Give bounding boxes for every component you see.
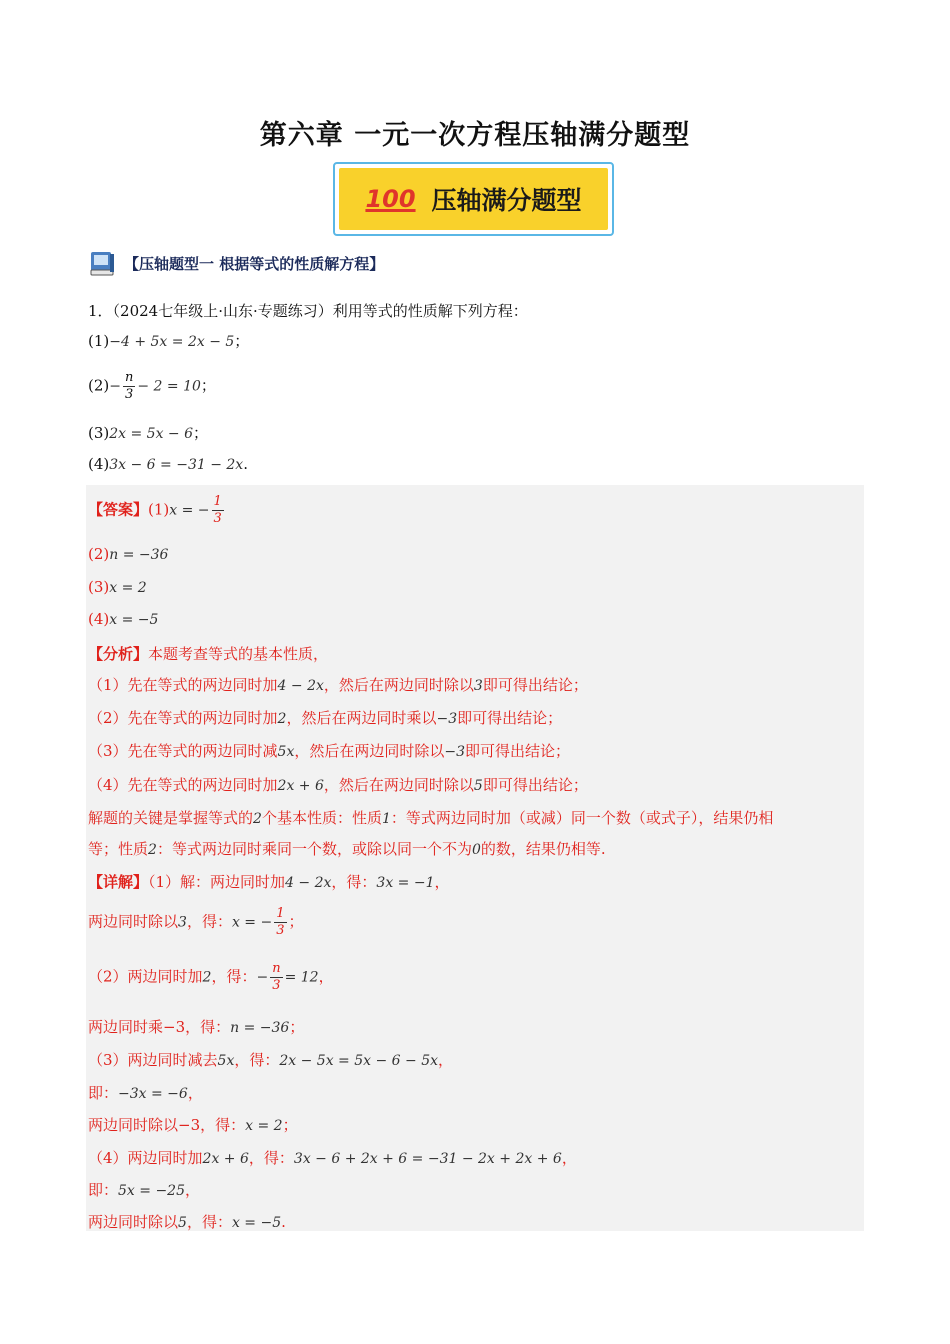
answer-line: (4)x = −5 xyxy=(88,610,159,628)
analysis-line: （1）先在等式的两边同时加4 − 2x，然后在两边同时除以3即可得出结论； xyxy=(88,676,588,694)
banner xyxy=(333,162,614,236)
detail-line: 两边同时乘−3，得：n = −36； xyxy=(88,1018,305,1036)
detail-line: （3）两边同时减去5x，得：2x − 5x = 5x − 6 − 5x， xyxy=(88,1051,454,1069)
analysis-line: （3）先在等式的两边同时减5x，然后在两边同时除以−3即可得出结论； xyxy=(88,742,571,760)
question-item: (1)−4 + 5x = 2x − 5； xyxy=(88,332,250,350)
section-heading xyxy=(88,247,384,279)
analysis-line: （4）先在等式的两边同时加2x + 6，然后在两边同时除以5即可得出结论； xyxy=(88,776,588,794)
question-item: (4)3x − 6 = −31 − 2x. xyxy=(88,455,248,473)
detail-line: 即：5x = −25， xyxy=(88,1181,201,1199)
section-label: 【压轴题型一 根据等式的性质解方程】 xyxy=(124,254,385,273)
analysis-key: 解题的关键是掌握等式的2个基本性质：性质1：等式两边同时加（或减）同一个数（或式子），结果仍相 xyxy=(88,809,774,827)
question-stem: 1．（2024七年级上·山东·专题练习）利用等式的性质解下列方程： xyxy=(88,302,528,320)
answer-line: 【答案】(1)x = − $\frac{1}{3}$ xyxy=(88,494,222,526)
detail-line: 两边同时除以3，得：x = − $\frac{1}{3}$ ； xyxy=(88,906,304,938)
detail-line: （2）两边同时加2，得：− $\frac{n}{3}$ = 12， xyxy=(88,961,334,993)
banner-text: 压轴满分题型 xyxy=(431,186,582,215)
question-item: (2)− $\frac{n}{3}$ − 2 = 10； xyxy=(88,370,216,402)
detail-line: 两边同时除以−3，得：x = 2； xyxy=(88,1116,298,1134)
analysis-key: 等；性质2：等式两边同时乘同一个数，或除以同一个不为0的数，结果仍相等. xyxy=(88,840,606,858)
book-icon xyxy=(88,248,118,278)
page-title: 第六章 一元一次方程压轴满分题型 xyxy=(259,120,691,151)
answer-line: (2)n = −36 xyxy=(88,545,169,563)
detail-line: 即：−3x = −6， xyxy=(88,1084,203,1102)
analysis-line: （2）先在等式的两边同时加2，然后在两边同时乘以−3即可得出结论； xyxy=(88,709,563,727)
hundred-icon: 100 xyxy=(365,185,416,213)
detail-line: 【详解】（1）解：两边同时加4 − 2x，得：3x = −1， xyxy=(88,873,450,891)
detail-line: （4）两边同时加2x + 6，得：3x − 6 + 2x + 6 = −31 − 2x + 2x + 6， xyxy=(88,1149,577,1167)
question-item: (3)2x = 5x − 6； xyxy=(88,424,209,442)
detail-line: 两边同时除以5，得：x = −5. xyxy=(88,1213,286,1231)
answer-line: (3)x = 2 xyxy=(88,578,147,596)
analysis-intro: 【分析】本题考查等式的基本性质， xyxy=(88,645,329,663)
